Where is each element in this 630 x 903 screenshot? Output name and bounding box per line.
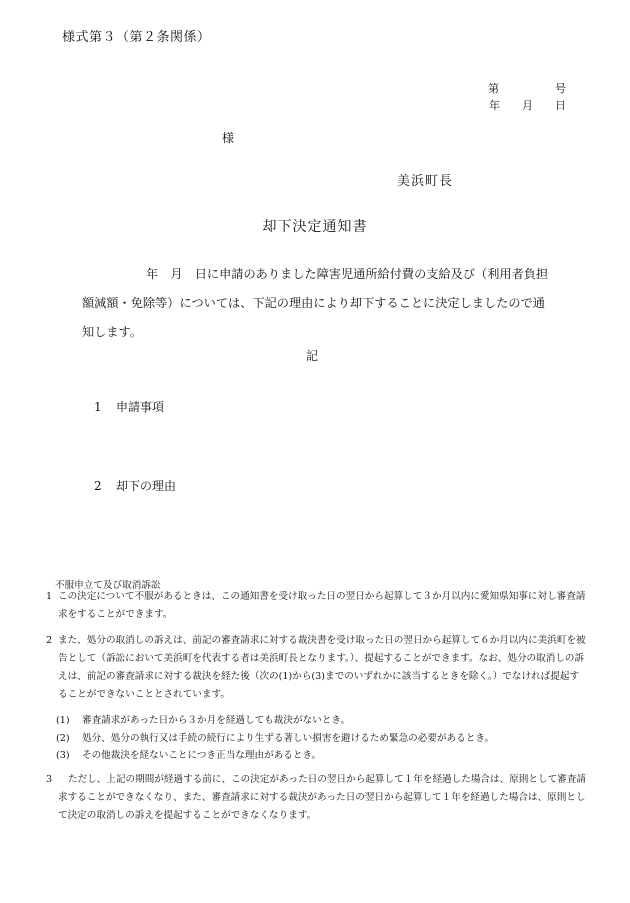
note-mark: 1 — [46, 591, 53, 602]
sub-item-text: その他裁決を経ないことにつき正当な理由があるとき。 — [82, 750, 322, 761]
note-text: また、処分の取消しの訴えは、前記の審査請求に対する裁決書を受け取った日の翌日から起算して６か月以内に美浜町を被告として（訴訟において美浜町を代表する者は美浜町長となります。）、提起することができます。なお、処分の取消しの訴えは、前記の審査請求に対する裁決を経た後（次の(1)から(3)までのいずれかに該当するときを除く。）でなければ提起することができないこととされています。 — [58, 635, 586, 700]
body-line-2: 額減額・免除等）については、下記の理由により却下することに決定しましたので通 — [82, 296, 545, 310]
section-rejection-reason — [94, 477, 176, 494]
number-suffix: 号 — [555, 82, 566, 95]
sub-item-text: 審査請求があった日から３か月を経過しても裁決がないとき。 — [82, 715, 351, 726]
sub-item-1 — [56, 712, 350, 726]
body-line-1: 年 月 日に申請のありました障害児通所給付費の支給及び（利用者負担 — [146, 267, 549, 281]
body-text — [82, 260, 582, 347]
addressee-honorific: 様 — [222, 131, 235, 145]
section-label: 却下の理由 — [116, 479, 177, 493]
objection-note-1 — [46, 588, 586, 624]
document-number — [488, 80, 566, 96]
ki-mark: 記 — [306, 349, 319, 363]
section-number: 1 — [94, 400, 102, 414]
date-month: 月 — [522, 99, 533, 112]
number-prefix: 第 — [488, 82, 499, 95]
document-title: 却下決定通知書 — [262, 219, 368, 235]
note-text: ただし、上記の期間が経過する前に、この決定があった日の翌日から起算して１年を経過した場合は、原則として審査請求することができなくなり、また、審査請求に対する裁決があった日の翌日から起算して１年を経過した場合は、原則として決定の取消しの訴えを提起することができなくなります。 — [58, 774, 586, 821]
note-mark: 2 — [46, 635, 53, 646]
date-year: 年 — [489, 99, 500, 112]
objection-note-3 — [46, 771, 586, 825]
objection-heading: 不服申立て及び取消訴訟 — [55, 580, 161, 591]
sub-item-mark: (1) — [56, 715, 70, 726]
body-line-3: 知します。 — [82, 325, 142, 339]
sub-item-2 — [56, 730, 494, 744]
date-day: 日 — [555, 99, 566, 112]
section-application-item — [94, 398, 164, 415]
sub-item-3 — [56, 747, 321, 761]
section-number: 2 — [94, 479, 102, 493]
document-date — [489, 97, 566, 113]
objection-note-2 — [46, 632, 586, 704]
sub-item-mark: (2) — [56, 733, 70, 744]
form-label: 様式第３（第２条関係） — [62, 30, 211, 45]
note-text: この決定について不服があるときは、この通知書を受け取った日の翌日から起算して３か月以内に愛知県知事に対し審査請求をすることができます。 — [58, 591, 586, 620]
sub-item-mark: (3) — [56, 750, 70, 761]
issuer-name: 美浜町長 — [397, 174, 454, 189]
section-label: 申請事項 — [116, 400, 165, 414]
note-mark: 3 — [46, 774, 53, 785]
sub-item-text: 処分、処分の執行又は手続の続行により生ずる著しい損害を避けるため緊急の必要があるとき。 — [82, 733, 495, 744]
